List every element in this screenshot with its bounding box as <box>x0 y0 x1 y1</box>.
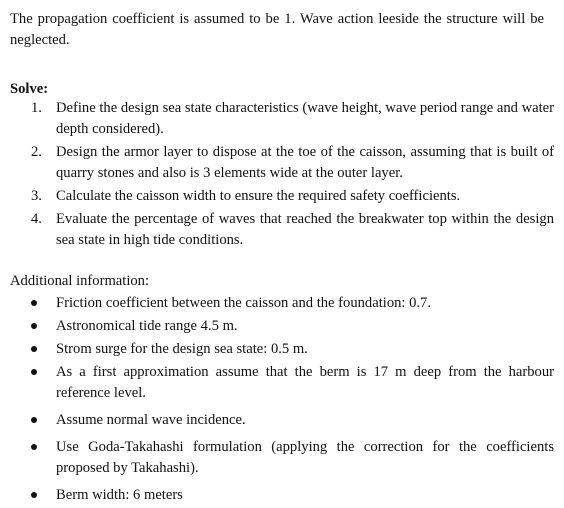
info-item <box>0 362 554 404</box>
task-number: 1. <box>31 100 42 116</box>
task-text: Evaluate the percentage of waves that reached the breakwater top within the design sea state in high tide conditions. <box>56 211 554 248</box>
info-text: Assume normal wave incidence. <box>56 412 246 428</box>
bullet-icon <box>31 369 37 375</box>
bullet-icon <box>31 444 37 450</box>
intro-paragraph: The propagation coefficient is assumed to be 1. Wave action leeside the structure will be neglected. <box>10 11 544 48</box>
task-item <box>0 209 554 251</box>
info-text: Astronomical tide range 4.5 m. <box>56 318 238 334</box>
info-text: Strom surge for the design sea state: 0.5 m. <box>56 341 308 357</box>
info-item <box>0 485 554 506</box>
info-item <box>0 339 554 360</box>
info-text: Friction coefficient between the caisson and the foundation: 0.7. <box>56 295 432 311</box>
task-text: Define the design sea state characteristics (wave height, wave period range and water depth considered). <box>56 100 554 137</box>
bullet-icon <box>31 417 37 423</box>
task-number: 3. <box>31 188 42 204</box>
bullet-icon <box>31 300 37 306</box>
info-item <box>0 437 554 479</box>
task-item <box>0 98 554 140</box>
task-text: Calculate the caisson width to ensure the required safety coefficients. <box>56 188 461 204</box>
info-item <box>0 293 554 314</box>
additional-info-list <box>0 293 554 508</box>
info-item <box>0 410 554 431</box>
bullet-icon <box>31 492 37 498</box>
info-text: Berm width: 6 meters <box>56 487 183 503</box>
additional-info-heading: Additional information: <box>10 273 150 289</box>
info-text: Use Goda-Takahashi formulation (applying the correction for the coefficients proposed by Takahashi). <box>56 439 554 476</box>
task-number: 4. <box>31 211 42 227</box>
solve-task-list <box>0 98 554 253</box>
task-number: 2. <box>31 144 42 160</box>
task-item <box>0 186 554 207</box>
solve-heading: Solve: <box>10 81 49 97</box>
task-text: Design the armor layer to dispose at the toe of the caisson, assuming that is built of quarry stones and also is 3 elements wide at the outer layer. <box>56 144 554 181</box>
task-item <box>0 142 554 184</box>
bullet-icon <box>31 346 37 352</box>
bullet-icon <box>31 323 37 329</box>
info-text: As a first approximation assume that the berm is 17 m deep from the harbour reference level. <box>56 364 554 401</box>
info-item <box>0 316 554 337</box>
